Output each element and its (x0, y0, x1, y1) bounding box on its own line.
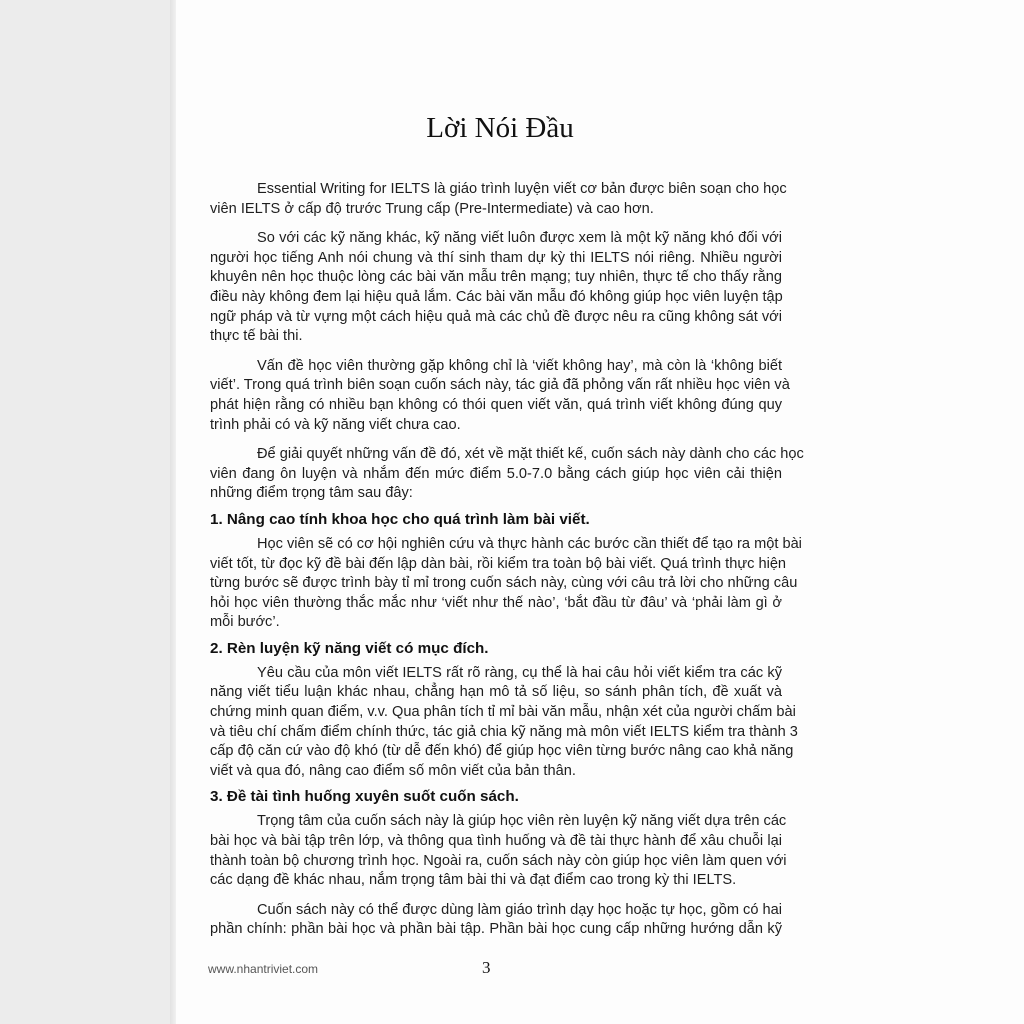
text-line: phần chính: phần bài học và phần bài tập. Phần bài học cung cấp những hướng dẫn kỹ (210, 921, 782, 938)
text-line: trình phải có và kỹ năng viết chưa cao. (210, 416, 461, 433)
text-line: năng viết tiểu luận khác nhau, chẳng hạn mô tả số liệu, so sánh phân tích, đề xuất và (210, 684, 782, 701)
text-line: thành toàn bộ chương trình học. Ngoài ra, cuốn sách này còn giúp học viên làm quen với (210, 852, 787, 869)
text-line: So với các kỹ năng khác, kỹ năng viết luôn được xem là một kỹ năng khó đối với (257, 230, 782, 247)
section-heading: 2. Rèn luyện kỹ năng viết có mục đích. (210, 639, 489, 657)
page-title: Lời Nói Đầu (426, 112, 574, 144)
text-line: Học viên sẽ có cơ hội nghiên cứu và thực hành các bước cần thiết để tạo ra một bài (257, 535, 802, 552)
text-line: Vấn đề học viên thường gặp không chỉ là ‘viết không hay’, mà còn là ‘không biết (257, 357, 782, 374)
paragraph (210, 901, 782, 940)
text-line: người học tiếng Anh nói chung và thí sinh tham dự kỳ thi IELTS nói riêng. Nhiều người (210, 249, 782, 266)
text-line: điều này không đem lại hiệu quả lắm. Các bài văn mẫu đó không giúp học viên luyện tập (210, 288, 783, 305)
paragraph (210, 535, 802, 633)
text-line: Essential Writing for IELTS là giáo trình luyện viết cơ bản được biên soạn cho học (257, 181, 787, 197)
text-line: viết tốt, từ đọc kỹ đề bài đến lập dàn bài, rồi kiểm tra toàn bộ bài viết. Quá trình thực hiện (210, 555, 787, 572)
text-line: phát hiện rằng có nhiều bạn không có thói quen viết văn, quá trình viết không đúng quy (210, 396, 782, 413)
text-line: mỗi bước’. (210, 614, 280, 631)
text-line: những điểm trọng tâm sau đây: (210, 485, 413, 502)
section-heading: 3. Đề tài tình huống xuyên suốt cuốn sách. (210, 788, 519, 806)
page-number: 3 (482, 958, 491, 977)
text-line: hỏi học viên thường thắc mắc như ‘viết như thế nào’, ‘bắt đầu từ đâu’ và ‘phải làm gì ở (210, 594, 782, 611)
text-line: Trọng tâm của cuốn sách này là giúp học viên rèn luyện kỹ năng viết dựa trên các (257, 813, 787, 830)
page-body (210, 180, 804, 950)
text-line: chứng minh quan điểm, v.v. Qua phân tích tỉ mỉ bài văn mẫu, nhận xét của người chấm bài (210, 704, 796, 721)
text-line: bài học và bài tập trên lớp, và thông qua tình huống và đề tài thực hành để xâu chuỗi lại (210, 833, 782, 850)
paragraph (210, 812, 787, 890)
text-line: các dạng đề khác nhau, nắm trọng tâm bài thi và đạt điểm cao trong kỳ thi IELTS. (210, 872, 737, 889)
text-line: Cuốn sách này có thể được dùng làm giáo trình dạy học hoặc tự học, gồm có hai (257, 901, 782, 918)
paragraph (210, 445, 804, 504)
text-line: khuyên nên học thuộc lòng các bài văn mẫu trên mạng; tuy nhiên, thực tế cho thấy rằng (210, 269, 782, 286)
text-line: từng bước sẽ được trình bày tỉ mỉ trong cuốn sách này, cùng với câu trả lời cho những câu (210, 575, 798, 592)
footer-website: www.nhantriviet.com (208, 962, 319, 976)
paragraph (210, 180, 787, 219)
text-line: cấp độ căn cứ vào độ khó (từ dễ đến khó) để giúp học viên từng bước nâng cao khả năng (210, 743, 794, 760)
text-line: viên IELTS ở cấp độ trước Trung cấp (Pre-Intermediate) và cao hơn. (210, 200, 654, 217)
paragraph (210, 357, 790, 435)
paragraph (210, 664, 798, 782)
text-line: thực tế bài thi. (210, 328, 303, 345)
text-line: Yêu cầu của môn viết IELTS rất rõ ràng, cụ thể là hai câu hỏi viết kiểm tra các kỹ (257, 664, 782, 681)
section-heading: 1. Nâng cao tính khoa học cho quá trình làm bài viết. (210, 510, 590, 528)
text-line: và tiêu chí chấm điểm chính thức, tác giả chia kỹ năng mà môn viết IELTS kiểm tra thành 3 (210, 723, 798, 740)
text-line: viết và qua đó, nâng cao điểm số môn viết của bản thân. (210, 762, 576, 779)
text-line: viên đang ôn luyện và nhắm đến mức điểm 5.0-7.0 bằng cách giúp học viên cải thiện (210, 465, 782, 482)
text-line: Để giải quyết những vấn đề đó, xét về mặt thiết kế, cuốn sách này dành cho các học (257, 446, 804, 463)
text-line: viết’. Trong quá trình biên soạn cuốn sách này, tác giả đã phỏng vấn rất nhiều học viên và (210, 377, 790, 394)
paragraph (210, 229, 782, 347)
text-line: ngữ pháp và từ vựng một cách hiệu quả mà các chủ đề được nêu ra cũng không sát với (210, 308, 782, 325)
